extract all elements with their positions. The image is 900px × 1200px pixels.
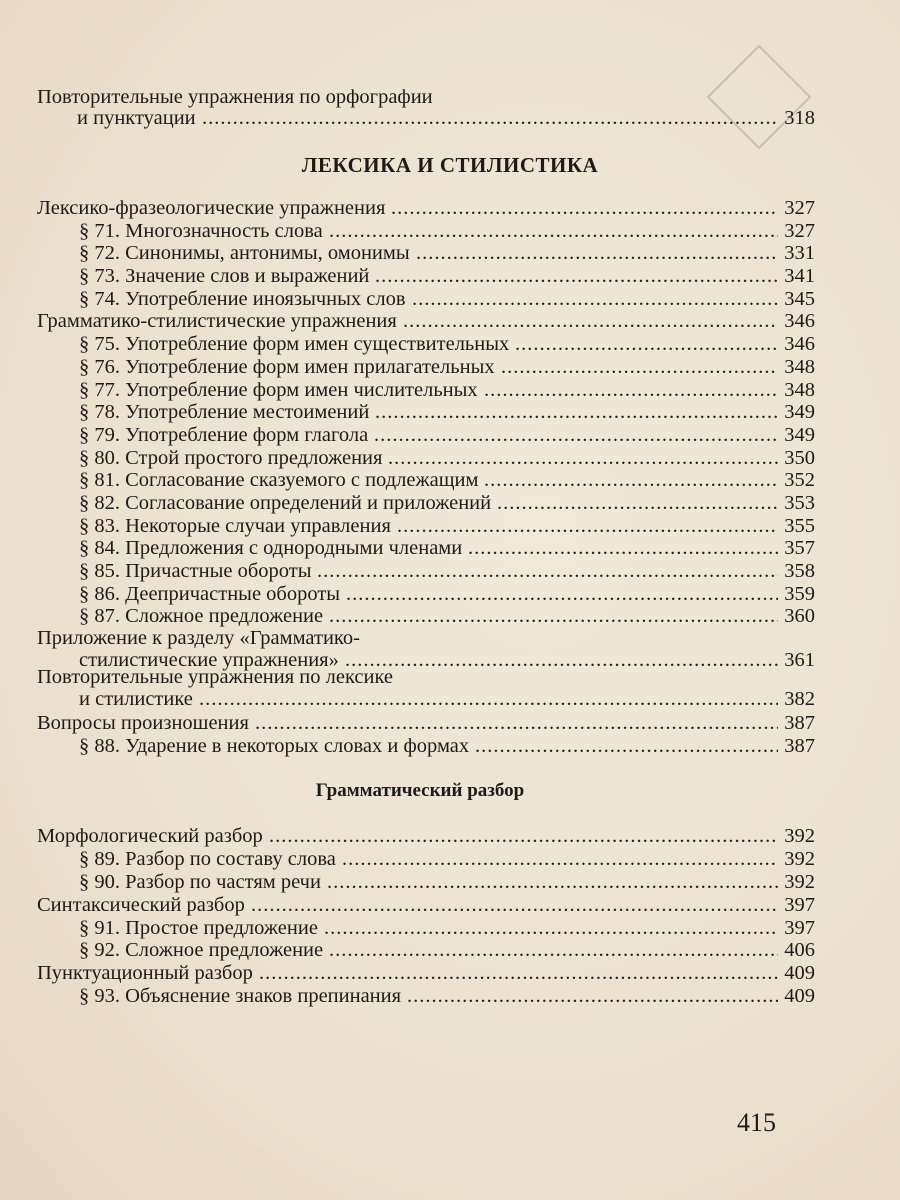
dot-leader (484, 469, 778, 491)
toc-page-number: 406 (784, 939, 815, 962)
toc-page-number: 397 (784, 893, 815, 916)
toc-page-number: 358 (784, 560, 815, 582)
dot-leader (329, 220, 778, 242)
toc-page-number: 361 (784, 649, 815, 671)
toc-entry (0, 917, 900, 940)
toc-entry-text: Вопросы произношения (37, 712, 249, 734)
dot-leader (324, 917, 778, 939)
dot-leader (484, 379, 778, 401)
toc-entry-text: § 83. Некоторые случаи управления (79, 514, 391, 537)
toc-entry-text: § 76. Употребление форм имен прилагательных (79, 355, 495, 378)
dot-leader (515, 333, 778, 355)
toc-entry-text: § 78. Употребление местоимений (79, 401, 370, 424)
dot-leader (497, 492, 778, 514)
toc-entry (0, 962, 900, 985)
toc-page-number: 327 (784, 197, 815, 219)
subsection-heading: Грамматический разбор (315, 780, 525, 801)
toc-entry (0, 515, 900, 538)
dot-leader (317, 560, 778, 582)
toc-page-number: 349 (784, 401, 815, 424)
toc-page-number: 349 (784, 423, 815, 446)
toc-entry (0, 537, 900, 560)
toc-entry-text: § 92. Сложное предложение (79, 939, 324, 962)
toc-page-number: 392 (784, 825, 815, 847)
dot-leader (375, 401, 778, 423)
toc-entry-text: § 86. Деепричастные обороты (79, 582, 341, 605)
toc-entry (0, 242, 900, 265)
toc-entry-text: Пунктуационный разбор (37, 962, 253, 985)
toc-entry (0, 401, 900, 424)
dot-leader (259, 962, 778, 984)
toc-entry (0, 712, 900, 735)
toc-entry-text: Морфологический разбор (37, 825, 263, 847)
toc-entry-text: § 89. Разбор по составу слова (79, 847, 336, 870)
toc-page-number: 360 (784, 605, 815, 628)
toc-page-number: 327 (784, 219, 815, 242)
toc-page-number: 382 (784, 688, 815, 710)
toc-page-number: 357 (784, 537, 815, 560)
toc-page-number: 409 (784, 962, 815, 985)
toc-entry (0, 469, 900, 492)
toc-entry-text: § 71. Многозначность слова (79, 219, 323, 242)
toc-entry (0, 825, 900, 848)
toc-page-number: 352 (784, 469, 815, 492)
dot-leader (346, 583, 778, 605)
toc-entry (0, 288, 900, 311)
toc-entry (0, 939, 900, 962)
dot-leader (416, 242, 778, 264)
dot-leader (501, 356, 778, 378)
dot-leader (202, 107, 778, 129)
toc-entry-text: § 87. Сложное предложение (79, 605, 324, 628)
toc-page-number: 346 (784, 310, 815, 333)
toc-page-number: 353 (784, 491, 815, 514)
toc-entry-text: § 77. Употребление форм имен числительных (79, 378, 478, 401)
toc-page-number: 345 (784, 287, 815, 310)
toc-page-number: 341 (784, 265, 815, 288)
toc-page-number: 392 (784, 870, 815, 893)
dot-leader (329, 605, 778, 627)
toc-pronunciation-list (0, 712, 900, 758)
dot-leader (374, 424, 778, 446)
toc-entry (0, 310, 900, 333)
dot-leader (329, 939, 778, 961)
toc-page-number: 359 (784, 582, 815, 605)
dot-leader (412, 288, 778, 310)
toc-entry-text: § 90. Разбор по частям речи (79, 870, 321, 893)
toc-entry (0, 356, 900, 379)
dot-leader (475, 735, 778, 757)
toc-page-number: 409 (784, 985, 815, 1008)
toc-entry-text: Повторительные упражнения по орфографии (37, 86, 433, 108)
toc-entry-appendix (0, 627, 900, 671)
toc-entry-text: § 72. Синонимы, антонимы, омонимы (79, 242, 410, 265)
toc-entry (0, 220, 900, 243)
toc-entry-text: § 84. Предложения с однородными членами (79, 537, 463, 560)
toc-entry (0, 560, 900, 583)
toc-entry-text: § 88. Ударение в некоторых словах и формах (79, 735, 470, 757)
toc-entry-text: § 73. Значение слов и выражений (79, 265, 370, 288)
toc-entry (0, 379, 900, 402)
dot-leader (199, 688, 778, 710)
toc-entry (0, 848, 900, 871)
toc-page-number: 348 (784, 378, 815, 401)
toc-entry (0, 424, 900, 447)
toc-entry (0, 735, 900, 758)
toc-lexis-list (0, 197, 900, 628)
toc-entry-text: Синтаксический разбор (37, 893, 245, 916)
toc-entry-text: § 74. Употребление иноязычных слов (79, 287, 406, 310)
dot-leader (327, 871, 778, 893)
toc-page-number: 355 (784, 514, 815, 537)
toc-entry (0, 605, 900, 628)
dot-leader (269, 825, 778, 847)
toc-entry (0, 492, 900, 515)
toc-page-number: 350 (784, 446, 815, 469)
toc-page-number: 397 (784, 916, 815, 939)
dot-leader (407, 985, 778, 1007)
toc-entry-text: § 91. Простое предложение (79, 916, 318, 939)
toc-entry-spelling-review (0, 86, 900, 129)
dot-leader (391, 197, 778, 219)
dot-leader (468, 537, 778, 559)
toc-entry-text: § 93. Объяснение знаков препинания (79, 985, 402, 1008)
toc-entry-text: и стилистике (79, 688, 193, 710)
dot-leader (342, 848, 778, 870)
dot-leader (251, 894, 778, 916)
toc-entry (0, 583, 900, 606)
toc-page-number: 331 (784, 242, 815, 265)
toc-entry (0, 894, 900, 917)
toc-page-number: 318 (784, 107, 815, 129)
toc-entry (0, 871, 900, 894)
toc-page-number: 387 (784, 735, 815, 757)
toc-entry-text: Лексико-фразеологические упражнения (37, 197, 386, 219)
toc-entry (0, 265, 900, 288)
toc-entry-text: § 81. Согласование сказуемого с подлежащим (79, 469, 479, 492)
toc-page-number: 387 (784, 712, 815, 734)
section-heading: ЛЕКСИКА И СТИЛИСТИКА (301, 153, 599, 177)
dot-leader (403, 310, 778, 332)
toc-entry-text: § 79. Употребление форм глагола (79, 423, 369, 446)
toc-entry-lexis-review (0, 666, 900, 710)
page-number: 415 (737, 1108, 776, 1137)
toc-entry-text: § 80. Строй простого предложения (79, 446, 383, 469)
dot-leader (397, 515, 778, 537)
toc-grammar-list (0, 825, 900, 1008)
toc-page-number: 346 (784, 333, 815, 356)
toc-entry-text: Повторительные упражнения по лексике (37, 666, 394, 688)
toc-entry-text: § 75. Употребление форм имен существительных (79, 333, 510, 356)
toc-entry-text: и пунктуации (77, 107, 196, 129)
toc-entry-text: стилистические упражнения» (79, 649, 339, 671)
dot-leader (375, 265, 778, 287)
toc-entry-text: Грамматико-стилистические упражнения (37, 310, 397, 333)
toc-entry (0, 197, 900, 220)
toc-entry-text: § 85. Причастные обороты (79, 560, 312, 582)
toc-entry-text: § 82. Согласование определений и приложений (79, 491, 492, 514)
dot-leader (388, 447, 778, 469)
toc-entry (0, 333, 900, 356)
toc-page-number: 392 (784, 847, 815, 870)
toc-entry (0, 447, 900, 470)
toc-entry (0, 985, 900, 1008)
toc-page-number: 348 (784, 355, 815, 378)
toc-entry-text: Приложение к разделу «Грамматико- (37, 627, 360, 649)
dot-leader (255, 712, 778, 734)
